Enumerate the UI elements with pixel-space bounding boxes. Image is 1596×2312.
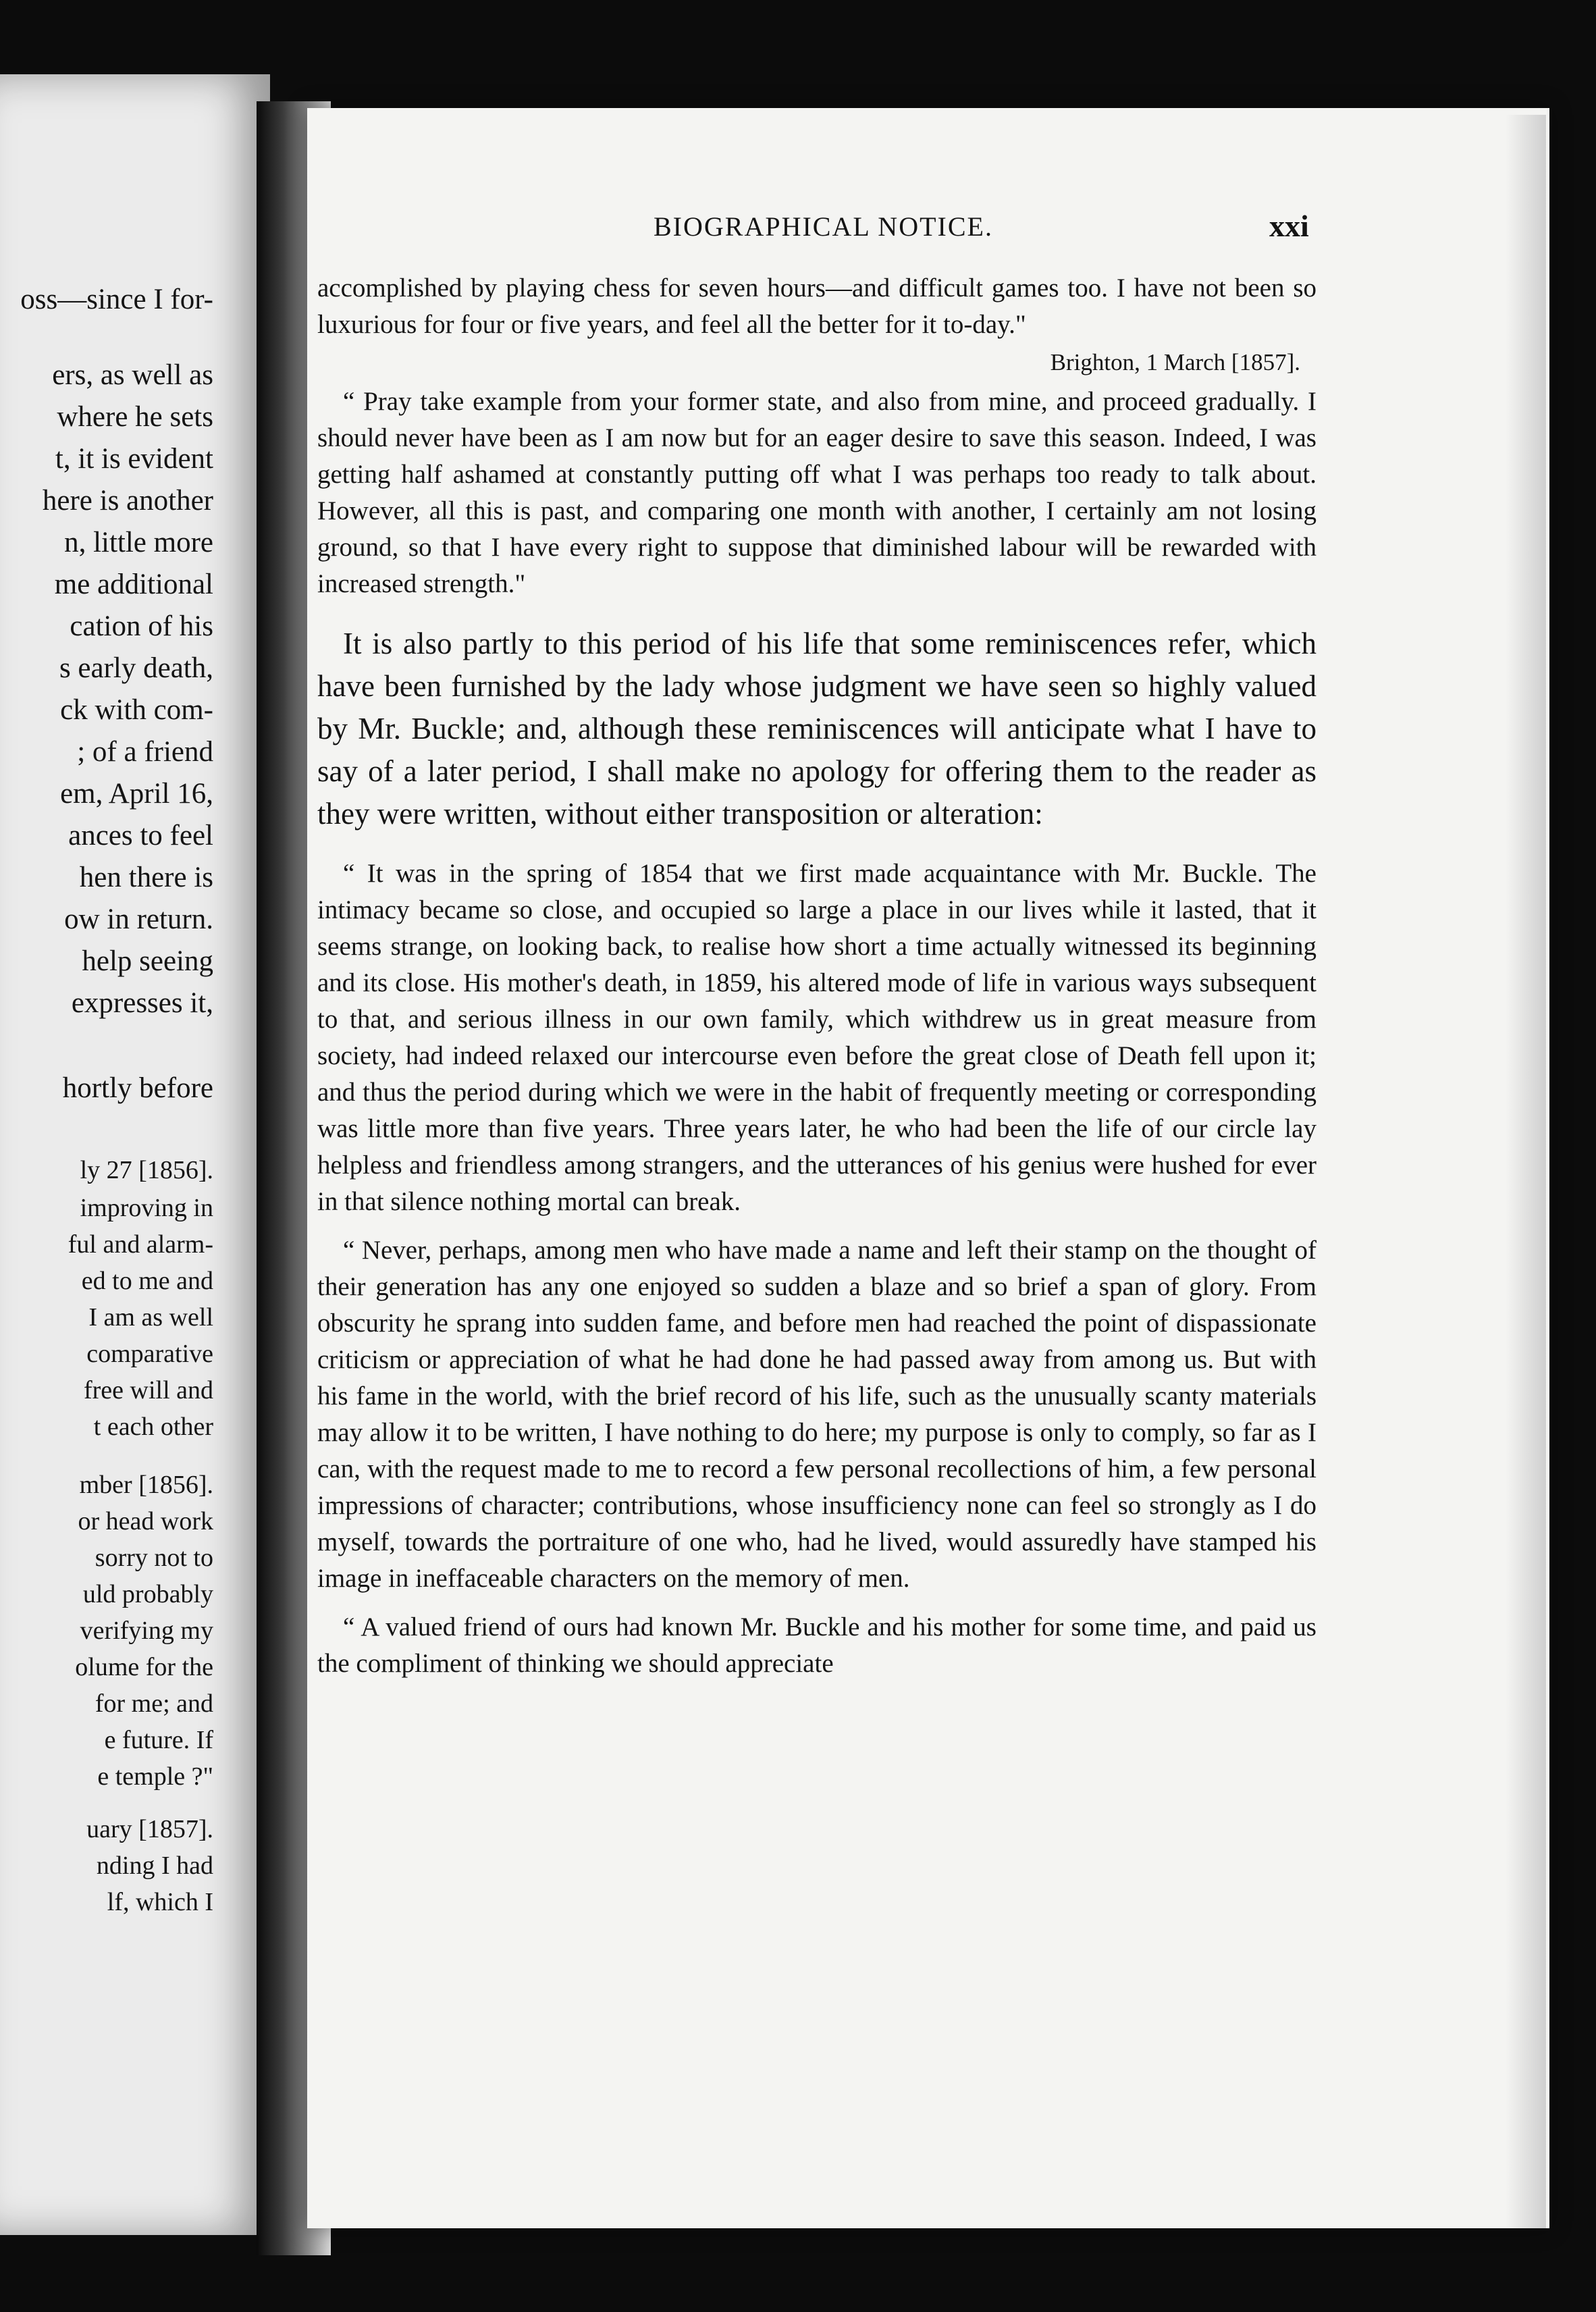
paragraph-letter-quote: “ Pray take example from your former state, and also from mine, and proceed gradually. I should never have been as I am now but for an eager desire to save this season. Indeed, I was getting half ashamed at constantly putting off what I was perhaps too ready to talk about. However, all this is past, and comparing one month with another, I certainly am not losing ground, so that I have every right to suppose that diminished labour will be rewarded with increased strength." <box>317 387 1316 598</box>
left-page-line: free will and <box>83 1376 213 1404</box>
page-edge <box>1506 115 1546 2228</box>
paragraph-letter-end: accomplished by playing chess for seven hours—and difficult games too. I have not been so luxurious for four or five years, and feel all the better for it to-day." <box>317 273 1316 339</box>
paragraph-reminiscence-3: “ A valued friend of ours had known Mr. Buckle and his mother for some time, and paid us the compliment of thinking we should appreciate <box>317 1612 1316 1678</box>
left-page-line: ly 27 [1856]. <box>80 1156 213 1184</box>
left-page-line: where he sets <box>57 401 213 433</box>
left-page-line: n, little more <box>64 527 213 558</box>
left-page-line: uary [1857]. <box>86 1815 213 1843</box>
left-page-line: cation of his <box>70 610 213 642</box>
left-page-line: s early death, <box>59 652 213 684</box>
left-page-line: sorry not to <box>95 1544 213 1572</box>
left-page-line: me additional <box>54 569 213 600</box>
left-page-line: or head work <box>78 1507 213 1535</box>
left-page-line: e future. If <box>104 1726 213 1754</box>
paragraph-reminiscence-1: “ It was in the spring of 1854 that we first made acquaintance with Mr. Buckle. The intimacy became so close, and occupied so large a place in our lives while it lasted, that it seems strange, on looking back, to realise how short a time actually witnessed its beginning and its close. His mother's death, in 1859, his altered mode of life in various ways subsequent to that, and serious illness in our own family, which withdrew us in great measure from society, had indeed relaxed our intercourse even before the great close of Death fell upon it; and thus the period during which we were in the habit of frequently meeting or corresponding was little more than five years. Three years later, he who had been the life of our circle lay helpless and friendless among strangers, and the utterances of his genius were hushed for ever in that silence nothing mortal can break. <box>317 859 1316 1216</box>
left-page-line: uld probably <box>82 1580 213 1608</box>
left-page-line: comparative <box>86 1340 213 1368</box>
left-page-line: ow in return. <box>64 903 213 935</box>
left-page-line: oss—since I for- <box>20 284 213 315</box>
left-page-line: I am as well <box>88 1303 213 1332</box>
left-page <box>0 74 270 2235</box>
left-page-line: ; of a friend <box>77 736 213 768</box>
left-page-line: ful and alarm- <box>68 1230 213 1259</box>
left-page-line: ed to me and <box>81 1267 213 1295</box>
left-page-line: ck with com- <box>60 694 213 726</box>
page-number: xxi <box>1269 209 1309 243</box>
left-page-line: help seeing <box>82 945 213 977</box>
left-page-line: olume for the <box>75 1653 213 1681</box>
left-page-line: expresses it, <box>71 987 213 1019</box>
left-page-line: lf, which I <box>107 1888 213 1916</box>
letter-dateline: Brighton, 1 March [1857]. <box>1050 349 1300 375</box>
running-title: BIOGRAPHICAL NOTICE. <box>654 211 993 242</box>
left-page-line: hortly before <box>62 1072 213 1104</box>
left-page-line: nding I had <box>96 1851 213 1880</box>
left-page-line: for me; and <box>95 1689 213 1718</box>
left-page-line: em, April 16, <box>60 778 213 810</box>
left-page-line: here is another <box>42 485 213 517</box>
left-page-line: ers, as well as <box>52 359 213 391</box>
left-page-line: hen there is <box>79 862 213 893</box>
left-page-line: t, it is evident <box>55 443 213 475</box>
paragraph-narrative: It is also partly to this period of his life that some reminiscences refer, which have been furnished by the lady whose judgment we have seen so highly valued by Mr. Buckle; and, although these reminiscences will anticipate what I have to say of a later period, I shall make no apology for offering them to the reader as they were written, without either transposition or alteration: <box>317 627 1316 831</box>
paragraph-reminiscence-2: “ Never, perhaps, among men who have made a name and left their stamp on the thought of their generation has any one enjoyed so sudden a blaze and so brief a span of glory. From obscurity he sprang into sudden fame, and before men had reached the point of dispassionate criticism or appreciation of what he had done he had passed away from among us. But with his fame in the world, with the brief record of his life, such as the unusually scanty materials may allow it to be written, I have nothing to do here; my purpose is only to comply, so far as I can, with the request made to me to record a few personal recollections of him, a few personal impressions of character; contributions, whose insufficiency none can feel so strongly as I do myself, towards the portraiture of one who, had he lived, would assuredly have stamped his image in ineffaceable characters on the memory of men. <box>317 1236 1316 1593</box>
left-page-line: mber [1856]. <box>79 1471 213 1499</box>
left-page-line: ances to feel <box>68 820 213 851</box>
left-page-line: improving in <box>80 1194 213 1222</box>
left-page-line: verifying my <box>80 1617 213 1645</box>
left-page-line: e temple ?" <box>97 1762 213 1791</box>
page-body <box>317 270 1316 1682</box>
left-page-line: t each other <box>93 1413 213 1441</box>
